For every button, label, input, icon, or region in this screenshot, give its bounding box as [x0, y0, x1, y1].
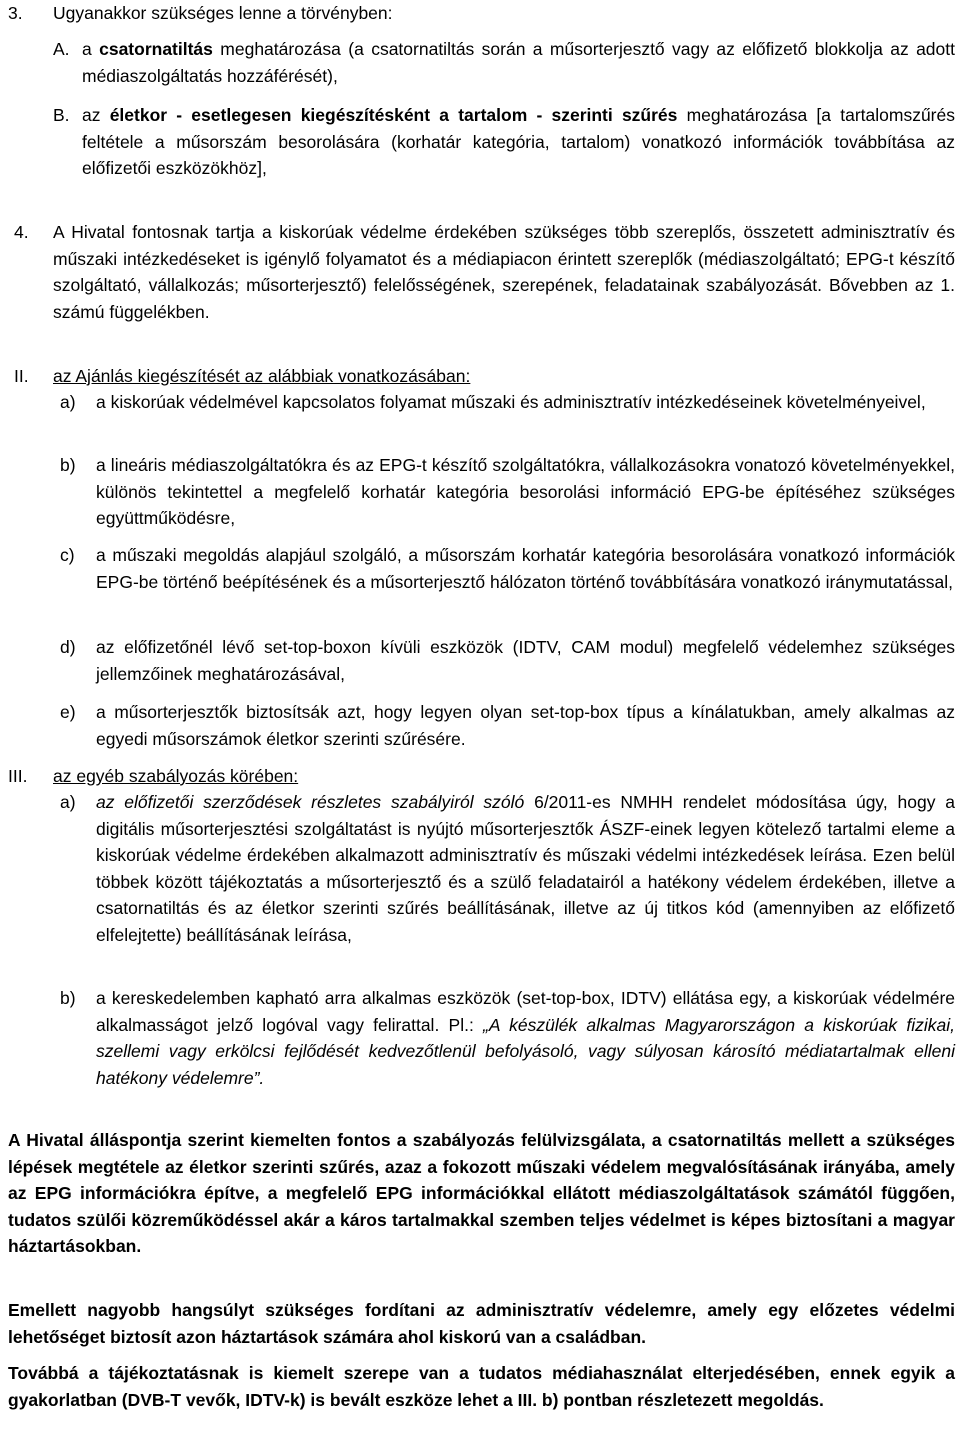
section3-number: III. [8, 766, 28, 786]
section3-heading: az egyéb szabályozás körében: [53, 766, 299, 786]
section2-item-e-label: e) [60, 702, 76, 722]
section2-item-c-text: a műszaki megoldás alapjául szolgáló, a műsorszám korhatár kategória besorolására vonatkozó információk EPG-be történő beépítésének és a műsorterjesztő hálózaton történő továbbítására vonatkozó iránymutatással, [96, 545, 955, 592]
item3-number: 3. [8, 3, 23, 23]
closing-paragraph-2: Emellett nagyobb hangsúlyt szükséges fordítani az adminisztratív védelemre, amely egy előzetes védelmi lehetőséget biztosít azon háztartások számára ahol kiskorú van a családban. [8, 1300, 955, 1347]
section2-item-d-label: d) [60, 637, 76, 657]
section3-item-a-label: a) [60, 792, 76, 812]
item4-text: A Hivatal fontosnak tartja a kiskorúak védelme érdekében szükséges több szereplős, összetett adminisztratív és műszaki intézkedéseket is igénylő folyamatot és a médiapiacon érintett szereplők (médiaszolgáltató; EPG-t készítő szolgáltató, vállalkozás; műsorterjesztő) felelősségének, szerepének, feladatainak szabályozását. Bővebben az 1. számú függelékben. [53, 222, 955, 322]
item3-a-text: a csatornatiltás meghatározása (a csatornatiltás során a műsorterjesztő vagy az előfizető blokkolja az adott médiaszolgáltatás hozzáférését), [82, 39, 955, 86]
item3-b-label: B. [53, 105, 70, 125]
section3-item-a-text: az előfizetői szerződések részletes szabályiról szóló 6/2011-es NMHH rendelet módosítása úgy, hogy a digitális műsorterjesztési szolgáltatást is nyújtó műsorterjesztők ÁSZF-einek legyen kötelező tartalmi eleme a kiskorúak védelme érdekében alkalmazott adminisztratív és műszaki védelmi intézkedések leírása. Ezen belül többek között tájékoztatás a műsorterjesztő és a szülő feladatairól a hatékony védelem érdekében, illetve a csatornatiltás és az életkor szerinti szűrés beállításának, illetve az új titkos kód (amennyiben az előfizető elfelejtette) beállításának leírása, [96, 792, 956, 945]
section2-item-e-text: a műsorterjesztők biztosítsák azt, hogy legyen olyan set-top-box típus a kínálatukban, amely alkalmas az egyedi műsorszámok életkor szerinti szűrésére. [96, 702, 955, 749]
section2-item-a-label: a) [60, 392, 76, 412]
item3-text: Ugyanakkor szükséges lenne a törvényben: [53, 3, 393, 23]
section2-item-d-text: az előfizetőnél lévő set-top-boxon kívüli eszközök (IDTV, CAM modul) megfelelő védelemhez szükséges jellemzőinek meghatározásával, [96, 637, 955, 684]
closing-paragraph-3: Továbbá a tájékoztatásnak is kiemelt szerepe van a tudatos médiahasználat elterjedésében, ennek egyik a gyakorlatban (DVB-T vevők, IDTV-k) is bevált eszköze lehet a III. b) pontban részletezett megoldás. [8, 1363, 955, 1410]
item4-number: 4. [14, 222, 29, 242]
closing-paragraph-1: A Hivatal álláspontja szerint kiemelten fontos a szabályozás felülvizsgálata, a csatornatiltás mellett a szükséges lépések megtétele az életkor szerinti szűrés, azaz a fokozott műszaki védelem megvalósításának irányába, amely az EPG információkra építve, a megfelelő EPG információkkal ellátott médiaszolgáltatások számától függően, tudatos szülői közreműködéssel akár a káros tartalmakkal szemben teljes védelmet is képes biztosítani a magyar háztartásokban. [8, 1130, 955, 1256]
section2-number: II. [14, 366, 29, 386]
section2-item-b-text: a lineáris médiaszolgáltatókra és az EPG-t készítő szolgáltatókra, vállalkozásokra vonatozó követelményekkel, különös tekintettel a megfelelő korhatár kategória besorolási információ EPG-be építéséhez szükséges együttműködésre, [96, 455, 955, 528]
section3-item-b-label: b) [60, 988, 76, 1008]
section2-item-c-label: c) [60, 545, 75, 565]
section2-item-b-label: b) [60, 455, 76, 475]
item3-b-text: az életkor - esetlegesen kiegészítésként a tartalom - szerinti szűrés meghatározása [a tartalomszűrés feltétele a műsorszám besorolására (korhatár kategória, tartalom) vonatkozó információk továbbítása az előfizetői eszközökhöz], [82, 105, 955, 178]
item3-a-label: A. [53, 39, 70, 59]
section2-heading: az Ajánlás kiegészítését az alábbiak vonatkozásában: [53, 366, 471, 386]
section2-item-a-text: a kiskorúak védelmével kapcsolatos folyamat műszaki és adminisztratív intézkedéseinek követelményeivel, [96, 392, 926, 412]
section3-item-b-text: a kereskedelemben kapható arra alkalmas eszközök (set-top-box, IDTV) ellátása egy, a kiskorúak védelmére alkalmasságot jelző logóval vagy felirattal. Pl.: „A készülék alkalmas Magyarországon a kiskorúak fizikai, szellemi vagy erkölcsi fejlődését kedvezőtlenül befolyásoló, vagy súlyosan károsító médiatartalmak elleni hatékony védelemre”. [96, 988, 955, 1088]
